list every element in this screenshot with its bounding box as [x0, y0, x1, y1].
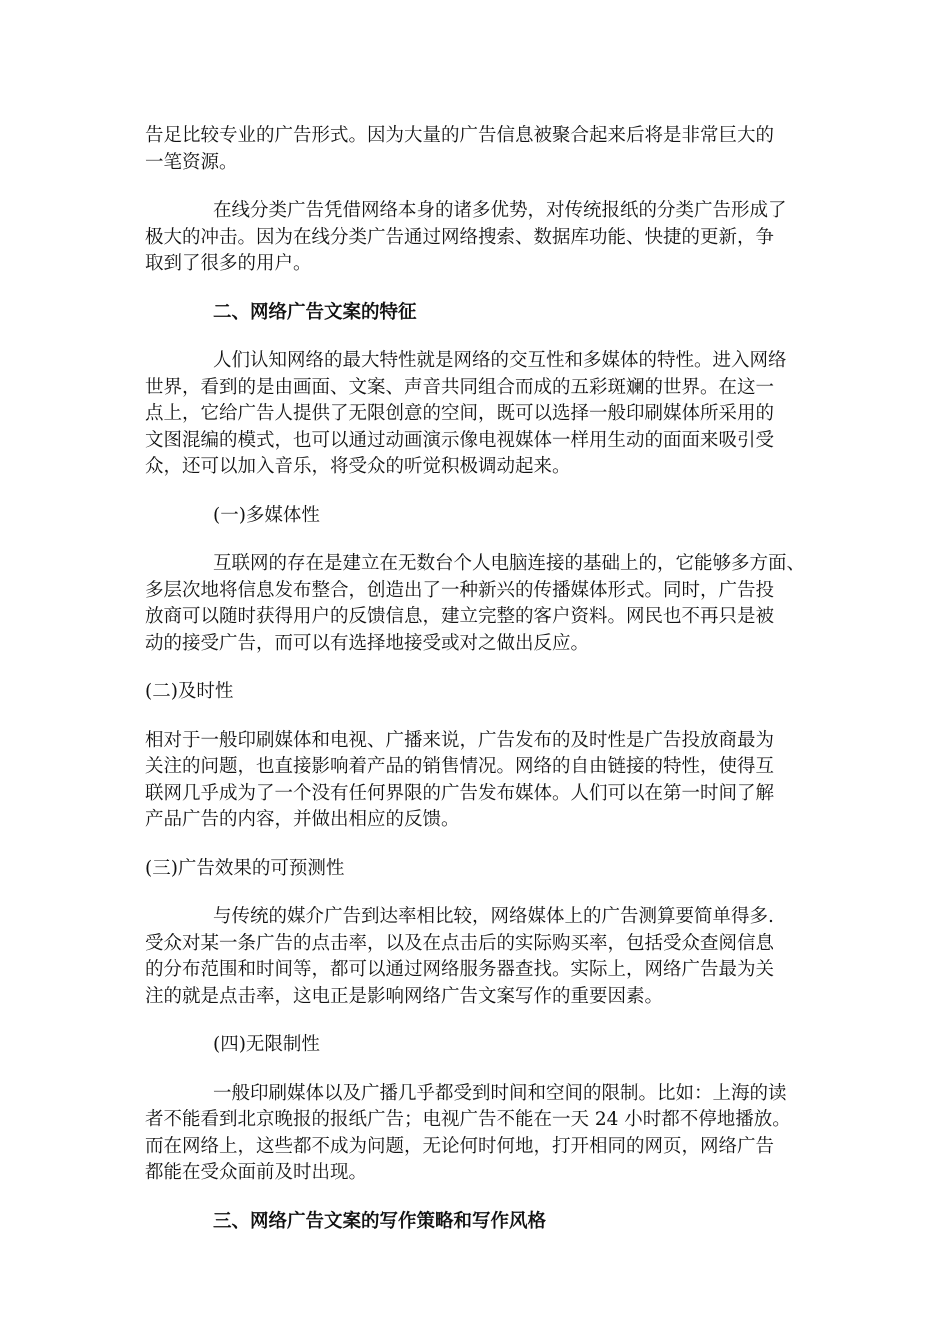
subheading-timeliness: (二)及时性	[145, 681, 234, 702]
paragraph-online-classified-ads: 在线分类广告凭借网络本身的诸多优势，对传统报纸的分类广告形成了 极大的冲击。因为在线分类广告通过网络搜索、数据库功能、快捷的更新，争 取到了很多的用户。	[145, 200, 787, 274]
paragraph-unlimited: 一般印刷媒体以及广播几乎都受到时间和空间的限制。比如：上海的读 者不能看到北京晚报的报纸广告；电视广告不能在一天 24 小时都不停地播放。 而在网络上，这些都不成为问题，无论何时何地，打开相同的网页，网络广告 都能在受众面前及时出现。	[145, 1082, 791, 1183]
paragraph-multimedia: 互联网的存在是建立在无数台个人电脑连接的基础上的，它能够多方面、 多层次地将信息发布整合，创造出了一种新兴的传播媒体形式。同时，广告投 放商可以随时获得用户的反馈信息，建立完整的客户资料。网民也不再只是被 动的接受广告，而可以有选择地接受或对之做出反应。	[145, 553, 806, 654]
section-heading-features: 二、网络广告文案的特征	[213, 301, 417, 323]
subheading-unlimited: (四)无限制性	[213, 1034, 320, 1055]
paragraph-network-interactivity: 人们认知网络的最大特性就是网络的交互性和多媒体的特性。进入网络 世界，看到的是由画面、文案、声音共同组合而成的五彩斑斓的世界。在这一 点上，它给广告人提供了无限创意的空间，既可以选择一般印刷媒体所采用的 文图混编的模式，也可以通过动画演示像电视媒体一样用生动的面面来吸引受 众，还可以加入音乐，将受众的听觉积极调动起来。	[145, 350, 787, 477]
document-body	[145, 123, 815, 1235]
subheading-multimedia: (一)多媒体性	[213, 504, 320, 526]
paragraph-predictability: 与传统的媒介广告到达率相比较，网络媒体上的广告测算要简单得多. 受众对某一条广告的点击率，以及在点击后的实际购买率，包括受众查阅信息 的分布范围和时间等，都可以通过网络服务器查找。实际上，网络广告最为关 注的就是点击率，这电正是影响网络广告文案写作的重要因素。	[145, 906, 775, 1007]
subheading-predictability: (三)广告效果的可预测性	[145, 857, 345, 879]
paragraph-timeliness: 相对于一般印刷媒体和电视、广播来说，广告发布的及时性是广告投放商最为 关注的问题，也直接影响着产品的销售情况。网络的自由链接的特性，使得互 联网几乎成为了一个没有任何界限的广告发布媒体。人们可以在第一时间了解 产品广告的内容，并做出相应的反馈。	[145, 729, 775, 830]
paragraph-continuation: 告足比较专业的广告形式。因为大量的广告信息被聚合起来后将是非常巨大的 一笔资源。	[145, 125, 775, 173]
section-heading-strategy: 三、网络广告文案的写作策略和写作风格	[213, 1210, 547, 1232]
